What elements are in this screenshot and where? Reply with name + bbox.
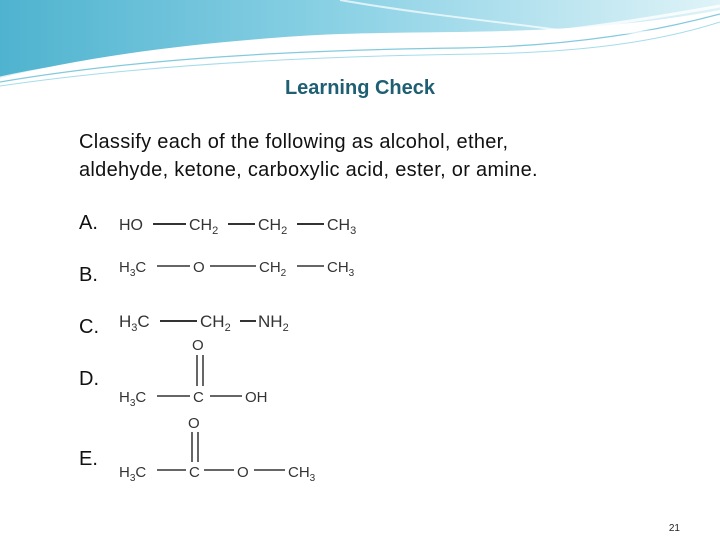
item-label-e: E.	[79, 448, 98, 470]
atom-a-2: $CH_2$	[189, 217, 219, 237]
item-label-b: B.	[79, 264, 98, 286]
atom-c-3: $NH_2$	[258, 312, 289, 334]
atom-a-4: $CH_3$	[327, 217, 357, 237]
atom-b-3: $CH_2$	[259, 259, 287, 279]
atom-a-1: HO	[119, 217, 143, 234]
slide-number: 21	[668, 523, 680, 534]
atom-d-1: $H_3C$	[119, 389, 147, 409]
atom-d-2: C	[193, 389, 204, 406]
structure-e	[119, 415, 316, 484]
atom-e-3: O	[237, 464, 249, 481]
atom-b-1: $H_3C$	[119, 259, 147, 279]
structure-c	[119, 312, 289, 334]
item-label-a: A.	[79, 212, 98, 234]
atom-e-2: C	[189, 464, 200, 481]
slide-title-text: Learning Check	[284, 77, 436, 99]
instruction-line-2: aldehyde, ketone, carboxylic acid, ester, or amine.	[79, 159, 538, 181]
atom-e-4: $CH_3$	[288, 464, 316, 484]
structure-d	[119, 337, 268, 409]
atom-b-4: $CH_3$	[327, 259, 355, 279]
atom-e-top: O	[188, 415, 200, 432]
atom-c-1: $H_3C$	[119, 312, 150, 334]
atom-d-top: O	[192, 337, 204, 354]
atom-e-1: $H_3C$	[119, 464, 147, 484]
atom-a-3: $CH_2$	[258, 217, 288, 237]
atom-b-2: O	[193, 259, 205, 276]
atom-d-3: OH	[245, 389, 268, 406]
item-label-c: C.	[79, 316, 99, 338]
structure-a	[119, 217, 356, 237]
instruction-line-1: Classify each of the following as alcohol, ether,	[79, 131, 509, 153]
item-label-d: D.	[79, 368, 99, 390]
atom-c-2: $CH_2$	[200, 312, 231, 334]
structure-b	[119, 259, 355, 279]
